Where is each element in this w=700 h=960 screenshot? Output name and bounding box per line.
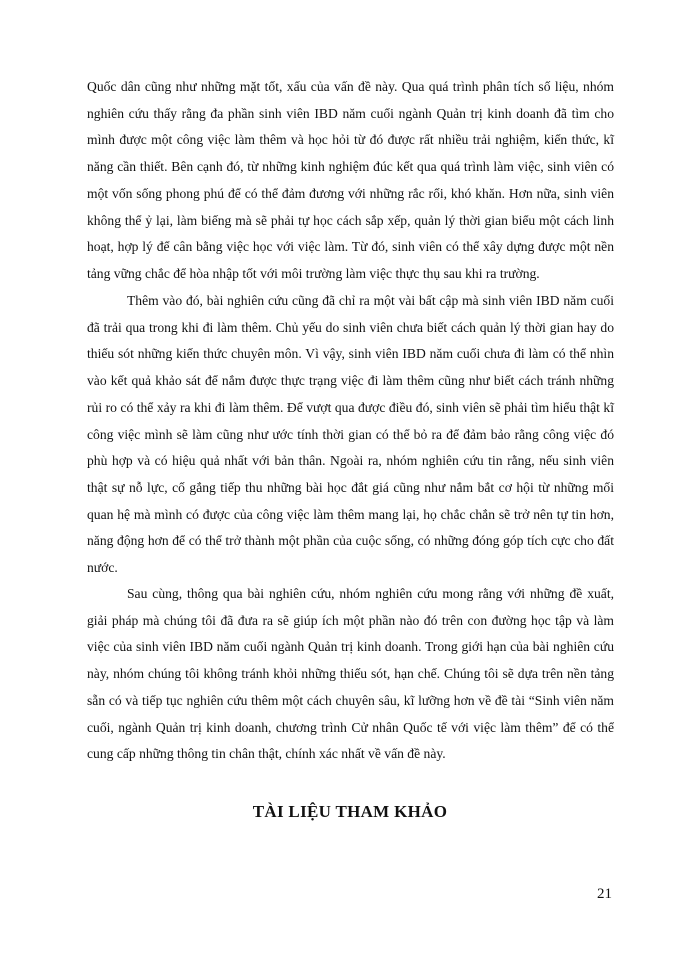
paragraph-final-remarks: Sau cùng, thông qua bài nghiên cứu, nhóm nghiên cứu mong rằng với những đề xuất, giải pháp mà chúng tôi đã đưa ra sẽ giúp ích một phần nào đó trên con đường học tập và làm việc của sinh viên IBD năm cuối ngành Quản trị kinh doanh. Trong giới hạn của bài nghiên cứu này, nhóm chúng tôi không tránh khỏi những thiếu sót, hạn chế. Chúng tôi sẽ dựa trên nền tảng sẵn có và tiếp tục nghiên cứu thêm một cách chuyên sâu, kĩ lưỡng hơn về đề tài “Sinh viên năm cuối, ngành Quản trị kinh doanh, chương trình Cử nhân Quốc tế với việc làm thêm” để có thể cung cấp những thông tin chân thật, chính xác nhất về vấn đề này. [87, 586, 614, 762]
page-number: 21 [597, 886, 612, 902]
paragraph-conclusion-summary: Quốc dân cũng như những mặt tốt, xấu của vấn đề này. Qua quá trình phân tích số liệu, nhóm nghiên cứu thấy rằng đa phần sinh viên IBD năm cuối ngành Quản trị kinh doanh đã tìm cho mình được một công việc làm thêm và học hỏi từ đó được rất nhiều trải nghiệm, kiến thức, kĩ năng cần thiết. Bên cạnh đó, từ những kinh nghiệm đúc kết qua quá trình làm việc, sinh viên có một vốn sống phong phú để có thể đảm đương với những rắc rối, khó khăn. Hơn nữa, sinh viên không thể ỷ lại, làm biếng mà sẽ phải tự học cách sắp xếp, quản lý thời gian biểu một cách linh hoạt, hợp lý để cân bằng việc học với việc làm. Từ đó, sinh viên có thể xây dựng được một nền tảng vững chắc để hòa nhập tốt với môi trường làm việc thực thụ sau khi ra trường. [87, 79, 614, 281]
paragraph-shortcomings: Thêm vào đó, bài nghiên cứu cũng đã chỉ ra một vài bất cập mà sinh viên IBD năm cuối đã trải qua trong khi đi làm thêm. Chủ yếu do sinh viên chưa biết cách quản lý thời gian hay do thiếu sót những kiến thức chuyên môn. Vì vậy, sinh viên IBD năm cuối chưa đi làm có thể nhìn vào kết quả khảo sát để nắm được thực trạng việc đi làm thêm cũng như biết cách tránh những rủi ro có thể xảy ra khi đi làm thêm. Để vượt qua được điều đó, sinh viên sẽ phải tìm hiểu thật kĩ công việc mình sẽ làm cũng như ước tính thời gian có thể bỏ ra để đảm bảo rằng công việc đó phù hợp và có hiệu quả nhất với bản thân. Ngoài ra, nhóm nghiên cứu tin rằng, nếu sinh viên thật sự nỗ lực, cố gắng tiếp thu những bài học đắt giá cũng như nắm bắt cơ hội từ những mối quan hệ mà mình có được của công việc làm thêm mang lại, họ chắc chắn sẽ trở nên tự tin hơn, năng động hơn để có thể trở thành một phần của cuộc sống, có những đóng góp tích cực cho đất nước. [87, 293, 614, 576]
references-heading: TÀI LIỆU THAM KHẢO [252, 802, 448, 821]
